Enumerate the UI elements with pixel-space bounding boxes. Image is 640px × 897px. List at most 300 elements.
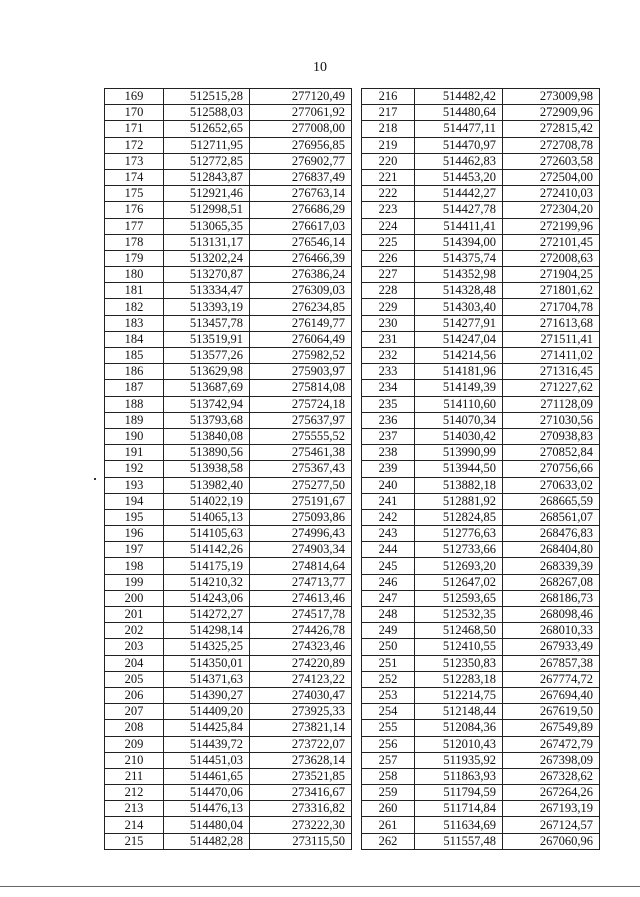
page-bottom-edge	[0, 886, 640, 887]
x-coordinate-cell: 513890,56	[164, 445, 250, 461]
x-coordinate-cell: 511794,59	[415, 785, 503, 801]
table-row	[105, 445, 352, 461]
y-coordinate-cell: 271704,78	[503, 299, 600, 315]
point-number-cell: 179	[105, 250, 164, 266]
x-coordinate-cell: 512824,85	[415, 509, 503, 525]
x-coordinate-cell: 514470,97	[415, 137, 503, 153]
table-row	[362, 639, 600, 655]
x-coordinate-cell: 514149,39	[415, 380, 503, 396]
y-coordinate-cell: 275637,97	[250, 412, 352, 428]
point-number-cell: 173	[105, 153, 164, 169]
point-number-cell: 237	[362, 428, 415, 444]
table-row	[105, 137, 352, 153]
table-row	[105, 817, 352, 833]
x-coordinate-cell: 512733,66	[415, 542, 503, 558]
y-coordinate-cell: 272909,96	[503, 105, 600, 121]
y-coordinate-cell: 271904,25	[503, 267, 600, 283]
x-coordinate-cell: 514210,32	[164, 574, 250, 590]
point-number-cell: 242	[362, 509, 415, 525]
table-row	[105, 542, 352, 558]
x-coordinate-cell: 514022,19	[164, 493, 250, 509]
point-number-cell: 260	[362, 801, 415, 817]
y-coordinate-cell: 268098,46	[503, 607, 600, 623]
y-coordinate-cell: 273416,67	[250, 785, 352, 801]
y-coordinate-cell: 276149,77	[250, 315, 352, 331]
point-number-cell: 206	[105, 687, 164, 703]
x-coordinate-cell: 514303,40	[415, 299, 503, 315]
table-row	[105, 768, 352, 784]
y-coordinate-cell: 273009,98	[503, 89, 600, 105]
coordinates-table-left-body	[105, 89, 352, 850]
coordinates-table-right-body	[362, 89, 600, 850]
y-coordinate-cell: 276837,49	[250, 169, 352, 185]
y-coordinate-cell: 271030,56	[503, 412, 600, 428]
y-coordinate-cell: 267472,79	[503, 736, 600, 752]
x-coordinate-cell: 513577,26	[164, 348, 250, 364]
point-number-cell: 188	[105, 396, 164, 412]
point-number-cell: 252	[362, 671, 415, 687]
table-row	[105, 396, 352, 412]
x-coordinate-cell: 514065,13	[164, 509, 250, 525]
point-number-cell: 202	[105, 623, 164, 639]
table-row	[105, 121, 352, 137]
x-coordinate-cell: 513840,08	[164, 428, 250, 444]
point-number-cell: 232	[362, 348, 415, 364]
table-row	[362, 752, 600, 768]
x-coordinate-cell: 512515,28	[164, 89, 250, 105]
y-coordinate-cell: 275191,67	[250, 493, 352, 509]
x-coordinate-cell: 514482,42	[415, 89, 503, 105]
x-coordinate-cell: 514394,00	[415, 234, 503, 250]
table-row	[105, 590, 352, 606]
table-row	[362, 331, 600, 347]
y-coordinate-cell: 275555,52	[250, 428, 352, 444]
x-coordinate-cell: 514476,13	[164, 801, 250, 817]
table-row	[362, 493, 600, 509]
table-row	[362, 153, 600, 169]
table-row	[362, 202, 600, 218]
table-row	[362, 509, 600, 525]
x-coordinate-cell: 511634,69	[415, 817, 503, 833]
table-row	[362, 169, 600, 185]
x-coordinate-cell: 512776,63	[415, 526, 503, 542]
x-coordinate-cell: 512772,85	[164, 153, 250, 169]
x-coordinate-cell: 512084,36	[415, 720, 503, 736]
x-coordinate-cell: 514272,27	[164, 607, 250, 623]
x-coordinate-cell: 513882,18	[415, 477, 503, 493]
x-coordinate-cell: 514247,04	[415, 331, 503, 347]
x-coordinate-cell: 512410,55	[415, 639, 503, 655]
table-row	[105, 267, 352, 283]
y-coordinate-cell: 274613,46	[250, 590, 352, 606]
y-coordinate-cell: 272410,03	[503, 186, 600, 202]
x-coordinate-cell: 512593,65	[415, 590, 503, 606]
point-number-cell: 195	[105, 509, 164, 525]
point-number-cell: 234	[362, 380, 415, 396]
table-row	[362, 526, 600, 542]
x-coordinate-cell: 512532,35	[415, 607, 503, 623]
table-row	[362, 250, 600, 266]
table-row	[362, 364, 600, 380]
point-number-cell: 177	[105, 218, 164, 234]
table-row	[105, 720, 352, 736]
y-coordinate-cell: 268267,08	[503, 574, 600, 590]
table-row	[105, 639, 352, 655]
x-coordinate-cell: 514411,41	[415, 218, 503, 234]
x-coordinate-cell: 514110,60	[415, 396, 503, 412]
table-row	[362, 655, 600, 671]
x-coordinate-cell: 513393,19	[164, 299, 250, 315]
y-coordinate-cell: 276386,24	[250, 267, 352, 283]
x-coordinate-cell: 514350,01	[164, 655, 250, 671]
x-coordinate-cell: 514325,25	[164, 639, 250, 655]
x-coordinate-cell: 512283,18	[415, 671, 503, 687]
table-row	[105, 671, 352, 687]
point-number-cell: 182	[105, 299, 164, 315]
table-row	[105, 105, 352, 121]
x-coordinate-cell: 513202,24	[164, 250, 250, 266]
y-coordinate-cell: 272603,58	[503, 153, 600, 169]
point-number-cell: 227	[362, 267, 415, 283]
y-coordinate-cell: 270938,83	[503, 428, 600, 444]
point-number-cell: 256	[362, 736, 415, 752]
y-coordinate-cell: 267328,62	[503, 768, 600, 784]
x-coordinate-cell: 513742,94	[164, 396, 250, 412]
point-number-cell: 257	[362, 752, 415, 768]
table-row	[362, 590, 600, 606]
y-coordinate-cell: 268186,73	[503, 590, 600, 606]
coordinates-table-right	[361, 88, 600, 850]
point-number-cell: 246	[362, 574, 415, 590]
table-row	[105, 607, 352, 623]
x-coordinate-cell: 513519,91	[164, 331, 250, 347]
table-row	[362, 477, 600, 493]
y-coordinate-cell: 273521,85	[250, 768, 352, 784]
y-coordinate-cell: 276956,85	[250, 137, 352, 153]
x-coordinate-cell: 511557,48	[415, 833, 503, 849]
point-number-cell: 186	[105, 364, 164, 380]
y-coordinate-cell: 277120,49	[250, 89, 352, 105]
x-coordinate-cell: 514175,19	[164, 558, 250, 574]
point-number-cell: 209	[105, 736, 164, 752]
y-coordinate-cell: 273925,33	[250, 704, 352, 720]
x-coordinate-cell: 514070,34	[415, 412, 503, 428]
point-number-cell: 190	[105, 428, 164, 444]
point-number-cell: 193	[105, 477, 164, 493]
table-row	[362, 445, 600, 461]
point-number-cell: 185	[105, 348, 164, 364]
table-row	[362, 315, 600, 331]
table-row	[105, 283, 352, 299]
point-number-cell: 199	[105, 574, 164, 590]
x-coordinate-cell: 514371,63	[164, 671, 250, 687]
table-row	[105, 348, 352, 364]
table-row	[362, 785, 600, 801]
table-row	[362, 801, 600, 817]
page-number: 10	[313, 60, 327, 75]
x-coordinate-cell: 514427,78	[415, 202, 503, 218]
y-coordinate-cell: 267124,57	[503, 817, 600, 833]
table-row	[105, 801, 352, 817]
x-coordinate-cell: 511863,93	[415, 768, 503, 784]
y-coordinate-cell: 271511,41	[503, 331, 600, 347]
y-coordinate-cell: 267060,96	[503, 833, 600, 849]
point-number-cell: 222	[362, 186, 415, 202]
y-coordinate-cell: 272304,20	[503, 202, 600, 218]
point-number-cell: 169	[105, 89, 164, 105]
y-coordinate-cell: 268561,07	[503, 509, 600, 525]
x-coordinate-cell: 512468,50	[415, 623, 503, 639]
y-coordinate-cell: 272815,42	[503, 121, 600, 137]
y-coordinate-cell: 276466,39	[250, 250, 352, 266]
x-coordinate-cell: 514375,74	[415, 250, 503, 266]
y-coordinate-cell: 271227,62	[503, 380, 600, 396]
point-number-cell: 224	[362, 218, 415, 234]
y-coordinate-cell: 267619,50	[503, 704, 600, 720]
y-coordinate-cell: 270633,02	[503, 477, 600, 493]
table-row	[362, 817, 600, 833]
x-coordinate-cell: 513982,40	[164, 477, 250, 493]
table-row	[362, 283, 600, 299]
point-number-cell: 189	[105, 412, 164, 428]
x-coordinate-cell: 514470,06	[164, 785, 250, 801]
x-coordinate-cell: 512881,92	[415, 493, 503, 509]
point-number-cell: 223	[362, 202, 415, 218]
point-number-cell: 213	[105, 801, 164, 817]
x-coordinate-cell: 514181,96	[415, 364, 503, 380]
y-coordinate-cell: 273722,07	[250, 736, 352, 752]
y-coordinate-cell: 268010,33	[503, 623, 600, 639]
x-coordinate-cell: 513793,68	[164, 412, 250, 428]
point-number-cell: 210	[105, 752, 164, 768]
table-row	[362, 461, 600, 477]
point-number-cell: 205	[105, 671, 164, 687]
table-row	[105, 704, 352, 720]
x-coordinate-cell: 513687,69	[164, 380, 250, 396]
point-number-cell: 192	[105, 461, 164, 477]
x-coordinate-cell: 513270,87	[164, 267, 250, 283]
y-coordinate-cell: 267264,26	[503, 785, 600, 801]
x-coordinate-cell: 513334,47	[164, 283, 250, 299]
x-coordinate-cell: 514298,14	[164, 623, 250, 639]
point-number-cell: 229	[362, 299, 415, 315]
y-coordinate-cell: 274220,89	[250, 655, 352, 671]
table-row	[105, 218, 352, 234]
point-number-cell: 208	[105, 720, 164, 736]
x-coordinate-cell: 514352,98	[415, 267, 503, 283]
point-number-cell: 194	[105, 493, 164, 509]
x-coordinate-cell: 514439,72	[164, 736, 250, 752]
y-coordinate-cell: 275277,50	[250, 477, 352, 493]
table-row	[362, 720, 600, 736]
y-coordinate-cell: 274426,78	[250, 623, 352, 639]
y-coordinate-cell: 268339,39	[503, 558, 600, 574]
x-coordinate-cell: 512148,44	[415, 704, 503, 720]
x-coordinate-cell: 513944,50	[415, 461, 503, 477]
point-number-cell: 198	[105, 558, 164, 574]
y-coordinate-cell: 273316,82	[250, 801, 352, 817]
y-coordinate-cell: 267857,38	[503, 655, 600, 671]
y-coordinate-cell: 267933,49	[503, 639, 600, 655]
point-number-cell: 255	[362, 720, 415, 736]
table-row	[105, 558, 352, 574]
y-coordinate-cell: 267398,09	[503, 752, 600, 768]
x-coordinate-cell: 514277,91	[415, 315, 503, 331]
y-coordinate-cell: 268476,83	[503, 526, 600, 542]
y-coordinate-cell: 270756,66	[503, 461, 600, 477]
point-number-cell: 212	[105, 785, 164, 801]
table-row	[362, 687, 600, 703]
y-coordinate-cell: 274517,78	[250, 607, 352, 623]
x-coordinate-cell: 514451,03	[164, 752, 250, 768]
x-coordinate-cell: 513065,35	[164, 218, 250, 234]
table-row	[105, 461, 352, 477]
point-number-cell: 175	[105, 186, 164, 202]
table-row	[105, 687, 352, 703]
y-coordinate-cell: 272101,45	[503, 234, 600, 250]
point-number-cell: 211	[105, 768, 164, 784]
point-number-cell: 220	[362, 153, 415, 169]
y-coordinate-cell: 267549,89	[503, 720, 600, 736]
y-coordinate-cell: 272008,63	[503, 250, 600, 266]
point-number-cell: 226	[362, 250, 415, 266]
point-number-cell: 259	[362, 785, 415, 801]
y-coordinate-cell: 272199,96	[503, 218, 600, 234]
y-coordinate-cell: 274323,46	[250, 639, 352, 655]
y-coordinate-cell: 276309,03	[250, 283, 352, 299]
point-number-cell: 207	[105, 704, 164, 720]
y-coordinate-cell: 277061,92	[250, 105, 352, 121]
table-row	[362, 833, 600, 849]
table-row	[362, 267, 600, 283]
table-row	[105, 380, 352, 396]
table-row	[362, 105, 600, 121]
table-row	[362, 558, 600, 574]
table-row	[105, 833, 352, 849]
table-row	[362, 607, 600, 623]
table-row	[105, 736, 352, 752]
point-number-cell: 254	[362, 704, 415, 720]
point-number-cell: 214	[105, 817, 164, 833]
x-coordinate-cell: 514462,83	[415, 153, 503, 169]
x-coordinate-cell: 512652,65	[164, 121, 250, 137]
table-row	[105, 574, 352, 590]
y-coordinate-cell: 274123,22	[250, 671, 352, 687]
x-coordinate-cell: 514328,48	[415, 283, 503, 299]
point-number-cell: 187	[105, 380, 164, 396]
y-coordinate-cell: 273222,30	[250, 817, 352, 833]
x-coordinate-cell: 512588,03	[164, 105, 250, 121]
point-number-cell: 170	[105, 105, 164, 121]
point-number-cell: 174	[105, 169, 164, 185]
table-row	[362, 671, 600, 687]
point-number-cell: 249	[362, 623, 415, 639]
table-row	[105, 623, 352, 639]
x-coordinate-cell: 514480,64	[415, 105, 503, 121]
y-coordinate-cell: 276902,77	[250, 153, 352, 169]
y-coordinate-cell: 273821,14	[250, 720, 352, 736]
point-number-cell: 200	[105, 590, 164, 606]
table-row	[105, 202, 352, 218]
table-row	[105, 89, 352, 105]
y-coordinate-cell: 276763,14	[250, 186, 352, 202]
point-number-cell: 245	[362, 558, 415, 574]
point-number-cell: 183	[105, 315, 164, 331]
point-number-cell: 239	[362, 461, 415, 477]
y-coordinate-cell: 271613,68	[503, 315, 600, 331]
table-row	[105, 299, 352, 315]
x-coordinate-cell: 514243,06	[164, 590, 250, 606]
table-row	[105, 752, 352, 768]
table-row	[105, 186, 352, 202]
y-coordinate-cell: 272504,00	[503, 169, 600, 185]
table-row	[362, 768, 600, 784]
table-row	[105, 331, 352, 347]
table-row	[362, 542, 600, 558]
y-coordinate-cell: 275982,52	[250, 348, 352, 364]
point-number-cell: 258	[362, 768, 415, 784]
point-number-cell: 180	[105, 267, 164, 283]
x-coordinate-cell: 513629,98	[164, 364, 250, 380]
point-number-cell: 231	[362, 331, 415, 347]
point-number-cell: 176	[105, 202, 164, 218]
point-number-cell: 228	[362, 283, 415, 299]
x-coordinate-cell: 514480,04	[164, 817, 250, 833]
point-number-cell: 201	[105, 607, 164, 623]
table-row	[362, 704, 600, 720]
x-coordinate-cell: 512921,46	[164, 186, 250, 202]
x-coordinate-cell: 513131,17	[164, 234, 250, 250]
y-coordinate-cell: 267193,19	[503, 801, 600, 817]
table-row	[105, 493, 352, 509]
x-coordinate-cell: 512214,75	[415, 687, 503, 703]
point-number-cell: 218	[362, 121, 415, 137]
point-number-cell: 184	[105, 331, 164, 347]
y-coordinate-cell: 271316,45	[503, 364, 600, 380]
table-row	[105, 785, 352, 801]
y-coordinate-cell: 276546,14	[250, 234, 352, 250]
table-row	[362, 137, 600, 153]
point-number-cell: 238	[362, 445, 415, 461]
table-row	[362, 380, 600, 396]
y-coordinate-cell: 271801,62	[503, 283, 600, 299]
table-row	[105, 234, 352, 250]
point-number-cell: 244	[362, 542, 415, 558]
table-row	[105, 315, 352, 331]
table-row	[105, 428, 352, 444]
y-coordinate-cell: 275903,97	[250, 364, 352, 380]
table-row	[362, 428, 600, 444]
x-coordinate-cell: 514409,20	[164, 704, 250, 720]
point-number-cell: 253	[362, 687, 415, 703]
point-number-cell: 250	[362, 639, 415, 655]
y-coordinate-cell: 275724,18	[250, 396, 352, 412]
table-row	[362, 121, 600, 137]
y-coordinate-cell: 276686,29	[250, 202, 352, 218]
x-coordinate-cell: 514442,27	[415, 186, 503, 202]
table-row	[362, 186, 600, 202]
table-row	[105, 477, 352, 493]
y-coordinate-cell: 276234,85	[250, 299, 352, 315]
table-row	[362, 218, 600, 234]
table-row	[362, 299, 600, 315]
y-coordinate-cell: 277008,00	[250, 121, 352, 137]
y-coordinate-cell: 275367,43	[250, 461, 352, 477]
table-row	[105, 364, 352, 380]
table-row	[105, 169, 352, 185]
x-coordinate-cell: 514390,27	[164, 687, 250, 703]
point-number-cell: 225	[362, 234, 415, 250]
